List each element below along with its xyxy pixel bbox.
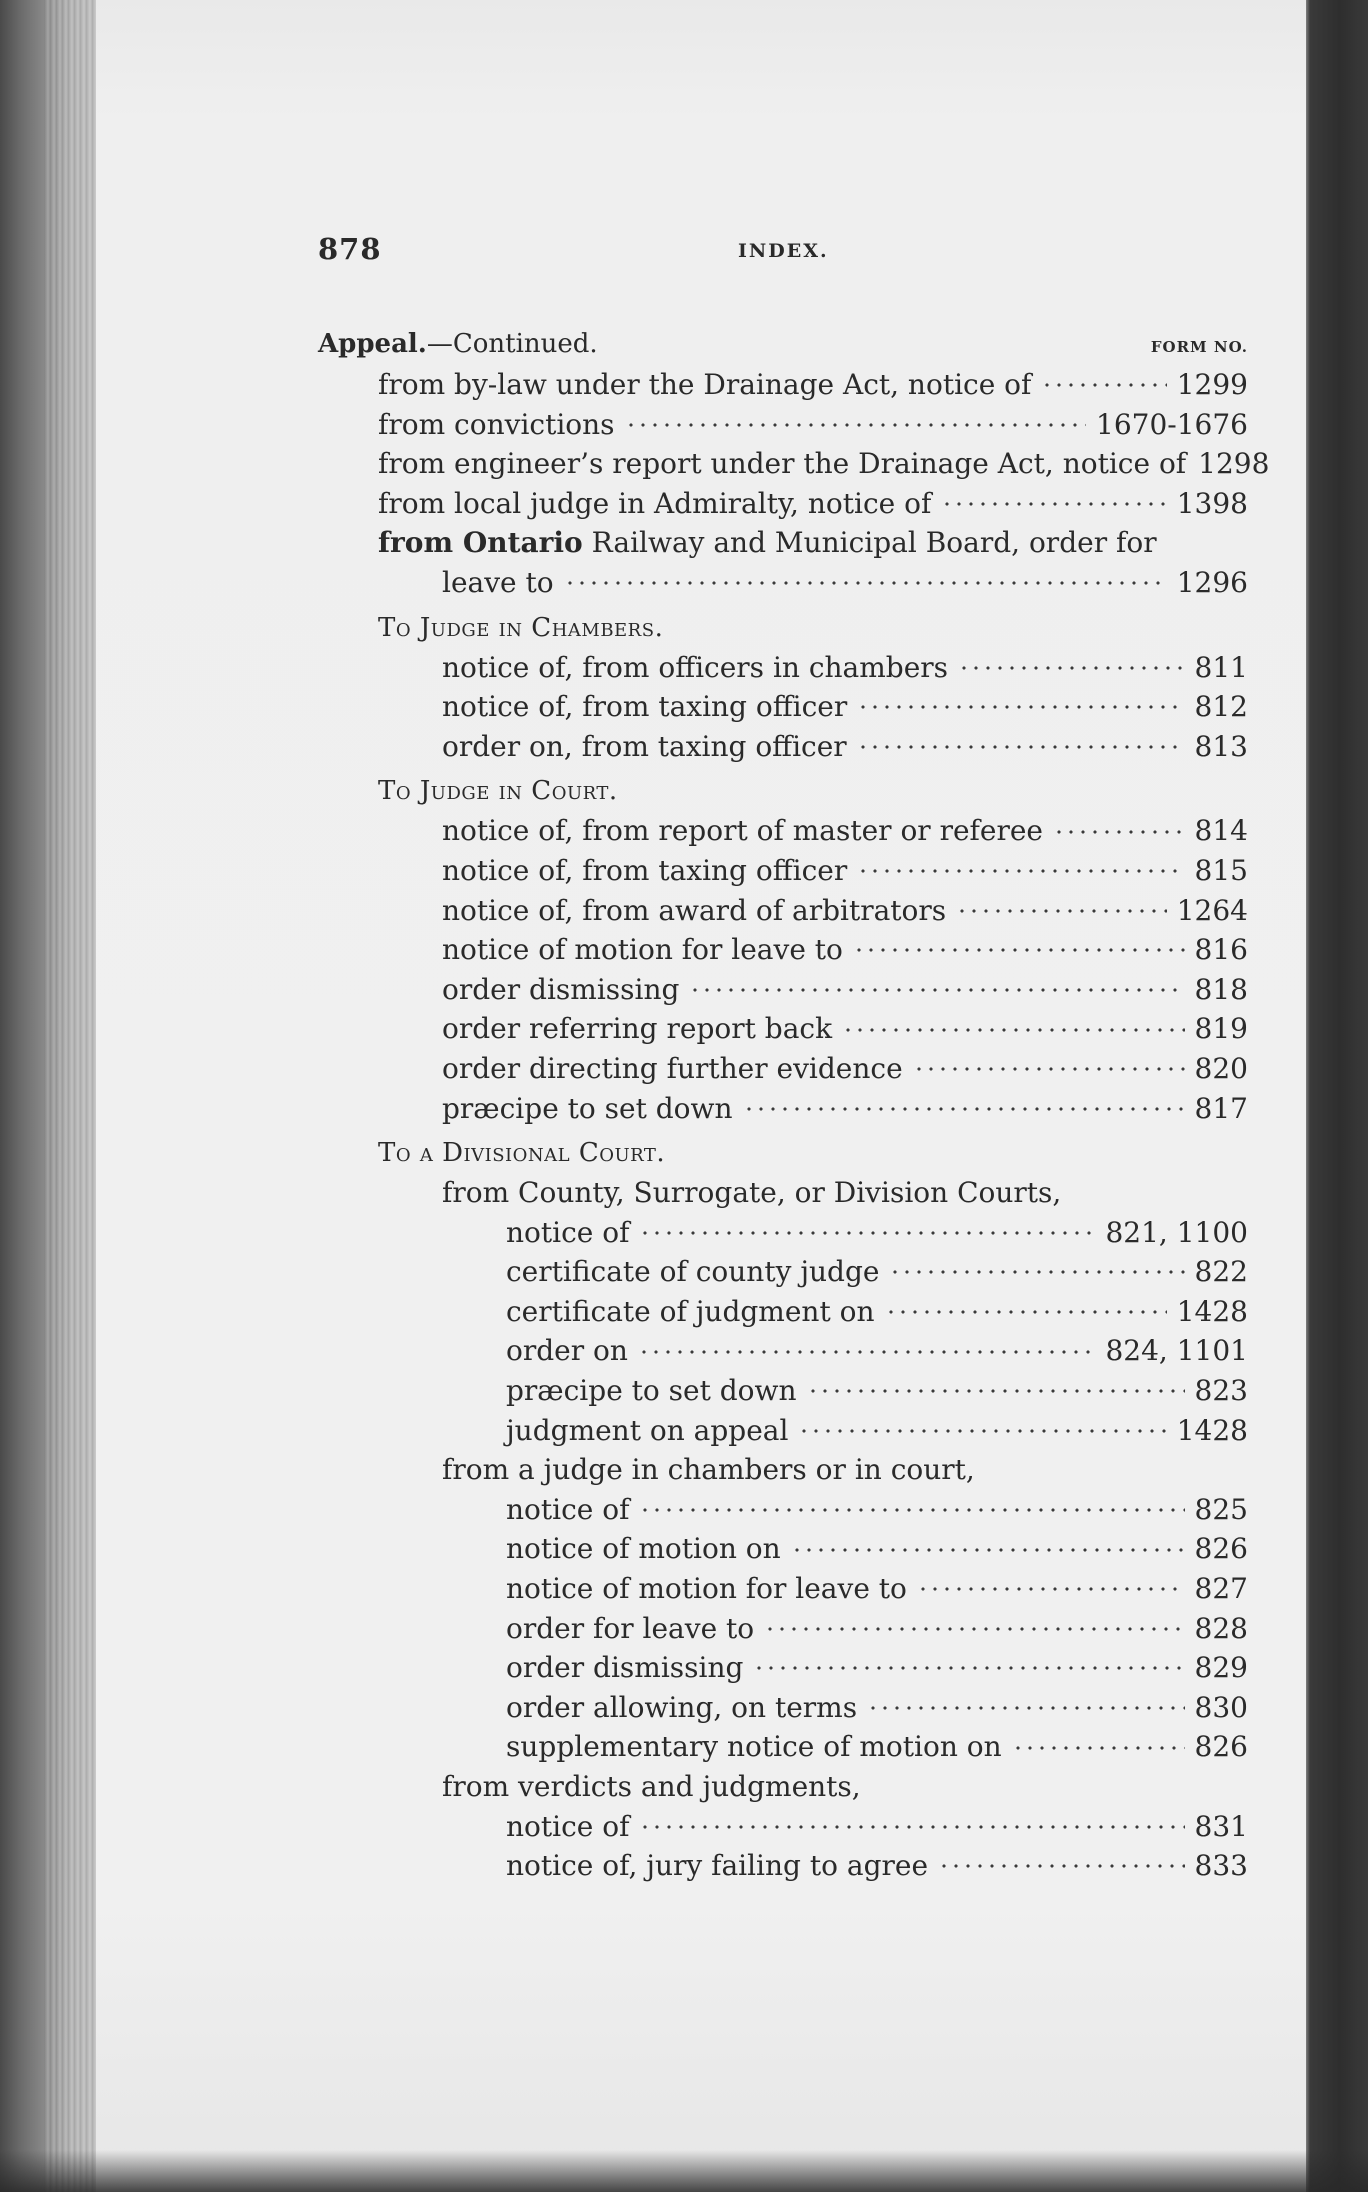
entry-text: order allowing, on terms: [506, 1690, 858, 1724]
form-number: 833: [1194, 1849, 1248, 1883]
index-entry: [318, 1292, 1248, 1332]
dot-leader: [857, 688, 1184, 716]
form-number: 1298: [1198, 447, 1270, 481]
form-number: 829: [1194, 1651, 1248, 1685]
ontario-entry-line2: [318, 563, 1248, 603]
form-number: 816: [1194, 933, 1248, 967]
entry-text: notice of: [506, 1492, 630, 1526]
index-entry: [318, 1411, 1248, 1451]
index-entry: [318, 1490, 1248, 1530]
form-number: 1299: [1176, 368, 1248, 401]
form-number: 1428: [1176, 1413, 1248, 1447]
headword-line: [318, 326, 1248, 365]
entry-text: notice of, from award of arbitrators: [442, 893, 947, 927]
ontario-entry-bold: from Ontario: [378, 526, 583, 560]
index-entry: [318, 1529, 1248, 1569]
form-no-label: FORM NO.: [1150, 338, 1248, 356]
entry-text: from convictions: [378, 407, 615, 441]
entry-text: from engineer’s report under the Drainage Act, notice of: [378, 447, 1187, 481]
dot-leader: [941, 485, 1166, 513]
form-number: 814: [1194, 814, 1248, 848]
index-entry: [318, 1648, 1248, 1688]
index-entry: [318, 970, 1248, 1010]
section-heading-court: To Judge in Court.: [378, 776, 618, 807]
dot-leader: [889, 1253, 1184, 1281]
group-heading: from County, Surrogate, or Division Courts,: [442, 1176, 1062, 1210]
index-entry: [318, 930, 1248, 970]
index-entry: [318, 851, 1248, 891]
section-heading-divisional: To a Divisional Court.: [378, 1138, 666, 1169]
index-entry: [318, 1569, 1248, 1609]
dot-leader: [938, 1847, 1185, 1875]
dot-leader: [853, 931, 1185, 959]
index-entry: [318, 1213, 1248, 1253]
form-number: 824, 1101: [1105, 1334, 1248, 1368]
dot-leader: [885, 1293, 1167, 1321]
form-number: 823: [1194, 1374, 1248, 1408]
entry-text: notice of: [506, 1215, 630, 1249]
dot-leader: [764, 1610, 1184, 1638]
index-entry: [318, 1331, 1248, 1371]
headword: [318, 326, 598, 362]
form-number: 1428: [1176, 1294, 1248, 1328]
form-number: 815: [1194, 853, 1248, 887]
index-entry: [318, 1846, 1248, 1886]
dot-leader: [753, 1649, 1184, 1677]
form-number: 811: [1194, 650, 1248, 684]
dot-leader: [1041, 366, 1166, 394]
form-number: 1398: [1176, 486, 1248, 520]
entry-text: notice of, from report of master or referee: [442, 814, 1044, 848]
dot-leader: [842, 1010, 1185, 1038]
index-entry: [318, 1371, 1248, 1411]
dot-leader: [857, 852, 1184, 880]
dot-leader: [867, 1689, 1184, 1717]
dot-leader: [625, 406, 1086, 434]
entry-text: notice of, jury failing to agree: [506, 1849, 929, 1883]
dot-leader: [798, 1412, 1166, 1440]
entry-text: from local judge in Admiralty, notice of: [378, 486, 932, 520]
form-number: 1670-1676: [1096, 407, 1248, 441]
dot-leader: [1053, 812, 1185, 840]
dot-leader: [743, 1090, 1185, 1118]
entry-text: from by-law under the Drainage Act, notice of: [378, 368, 1032, 401]
form-number: 821, 1100: [1105, 1215, 1248, 1249]
entry-text: order on, from taxing officer: [442, 729, 847, 763]
dot-leader: [639, 1808, 1184, 1836]
form-number: 813: [1194, 729, 1248, 763]
entry-text: certificate of county judge: [506, 1255, 880, 1289]
section-heading-chambers: To Judge in Chambers.: [378, 612, 664, 643]
dot-leader: [956, 892, 1167, 920]
bottom-shadow: [0, 2150, 1368, 2192]
dot-leader: [857, 728, 1185, 756]
entry-text: leave to: [442, 565, 554, 599]
form-number: 819: [1194, 1012, 1248, 1046]
entry-text: order referring report back: [442, 1012, 833, 1046]
entry-text: order for leave to: [506, 1611, 755, 1645]
entry-text: notice of, from taxing officer: [442, 853, 848, 887]
form-number: 827: [1194, 1572, 1248, 1606]
index-entry: [318, 1807, 1248, 1847]
form-number: 826: [1194, 1532, 1248, 1566]
entry-text: notice of, from taxing officer: [442, 690, 848, 724]
dot-leader: [913, 1050, 1185, 1078]
entry-text: certificate of judgment on: [506, 1294, 875, 1328]
form-number: 826: [1194, 1730, 1248, 1764]
ontario-entry-rest: Railway and Municipal Board, order for: [591, 526, 1157, 560]
entry-text: order dismissing: [506, 1651, 744, 1685]
form-number: 831: [1194, 1809, 1248, 1843]
dot-leader: [917, 1570, 1185, 1598]
index-entry: [318, 1727, 1248, 1767]
index-entry: [318, 891, 1248, 931]
dot-leader: [639, 1214, 1095, 1242]
entry-text: notice of motion for leave to: [506, 1572, 907, 1606]
form-number: 828: [1194, 1611, 1248, 1645]
form-number: 817: [1194, 1091, 1248, 1125]
index-entry: [318, 365, 1248, 405]
form-number: 830: [1194, 1690, 1248, 1724]
dot-leader: [958, 649, 1185, 677]
form-number: 1296: [1176, 565, 1248, 599]
headword-title: Appeal.: [318, 329, 427, 359]
index-entry: [318, 727, 1248, 767]
index-entry: [318, 1688, 1248, 1728]
entry-text: notice of motion for leave to: [442, 933, 843, 967]
entry-text: præcipe to set down: [442, 1091, 733, 1125]
index-entry: [318, 648, 1248, 688]
entry-text: supplementary notice of motion on: [506, 1730, 1002, 1764]
dot-leader: [564, 564, 1167, 592]
ontario-entry-line1: [318, 523, 1248, 563]
page-number: 878: [318, 232, 382, 266]
running-head: INDEX.: [738, 240, 829, 262]
form-number: 818: [1194, 972, 1248, 1006]
entry-text: notice of: [506, 1809, 630, 1843]
group-heading: from verdicts and judgments,: [442, 1770, 861, 1803]
index-entry: [318, 1009, 1248, 1049]
group-heading: from a judge in chambers or in court,: [442, 1453, 975, 1487]
index-content: [318, 228, 1270, 1886]
index-entry: [318, 687, 1248, 727]
form-number: 812: [1194, 690, 1248, 724]
entry-text: præcipe to set down: [506, 1374, 797, 1408]
dot-leader: [689, 971, 1184, 999]
form-number: 822: [1194, 1255, 1248, 1289]
index-entry: [318, 484, 1248, 524]
index-entry: [318, 1252, 1248, 1292]
dot-leader: [638, 1332, 1096, 1360]
dot-leader: [639, 1491, 1184, 1519]
index-entry: [318, 405, 1248, 445]
form-number: 1264: [1176, 893, 1248, 927]
entry-text: notice of motion on: [506, 1532, 781, 1566]
entry-text: order directing further evidence: [442, 1051, 903, 1085]
form-number: 820: [1194, 1051, 1248, 1085]
entry-text: judgment on appeal: [506, 1413, 789, 1447]
dot-leader: [807, 1372, 1185, 1400]
headword-continued: —Continued.: [426, 329, 598, 359]
entry-text: notice of, from officers in chambers: [442, 650, 949, 684]
index-entry: [318, 1609, 1248, 1649]
entry-text: order dismissing: [442, 972, 680, 1006]
form-number: 825: [1194, 1492, 1248, 1526]
index-entry: [318, 811, 1248, 851]
index-entry: [318, 1049, 1248, 1089]
index-entry: [318, 444, 1270, 484]
book-page-edges: [44, 0, 102, 2192]
dot-leader: [1012, 1728, 1185, 1756]
index-entry: [318, 1089, 1248, 1129]
entry-text: order on: [506, 1334, 628, 1368]
page-header: [318, 228, 1248, 278]
dot-leader: [791, 1530, 1185, 1558]
